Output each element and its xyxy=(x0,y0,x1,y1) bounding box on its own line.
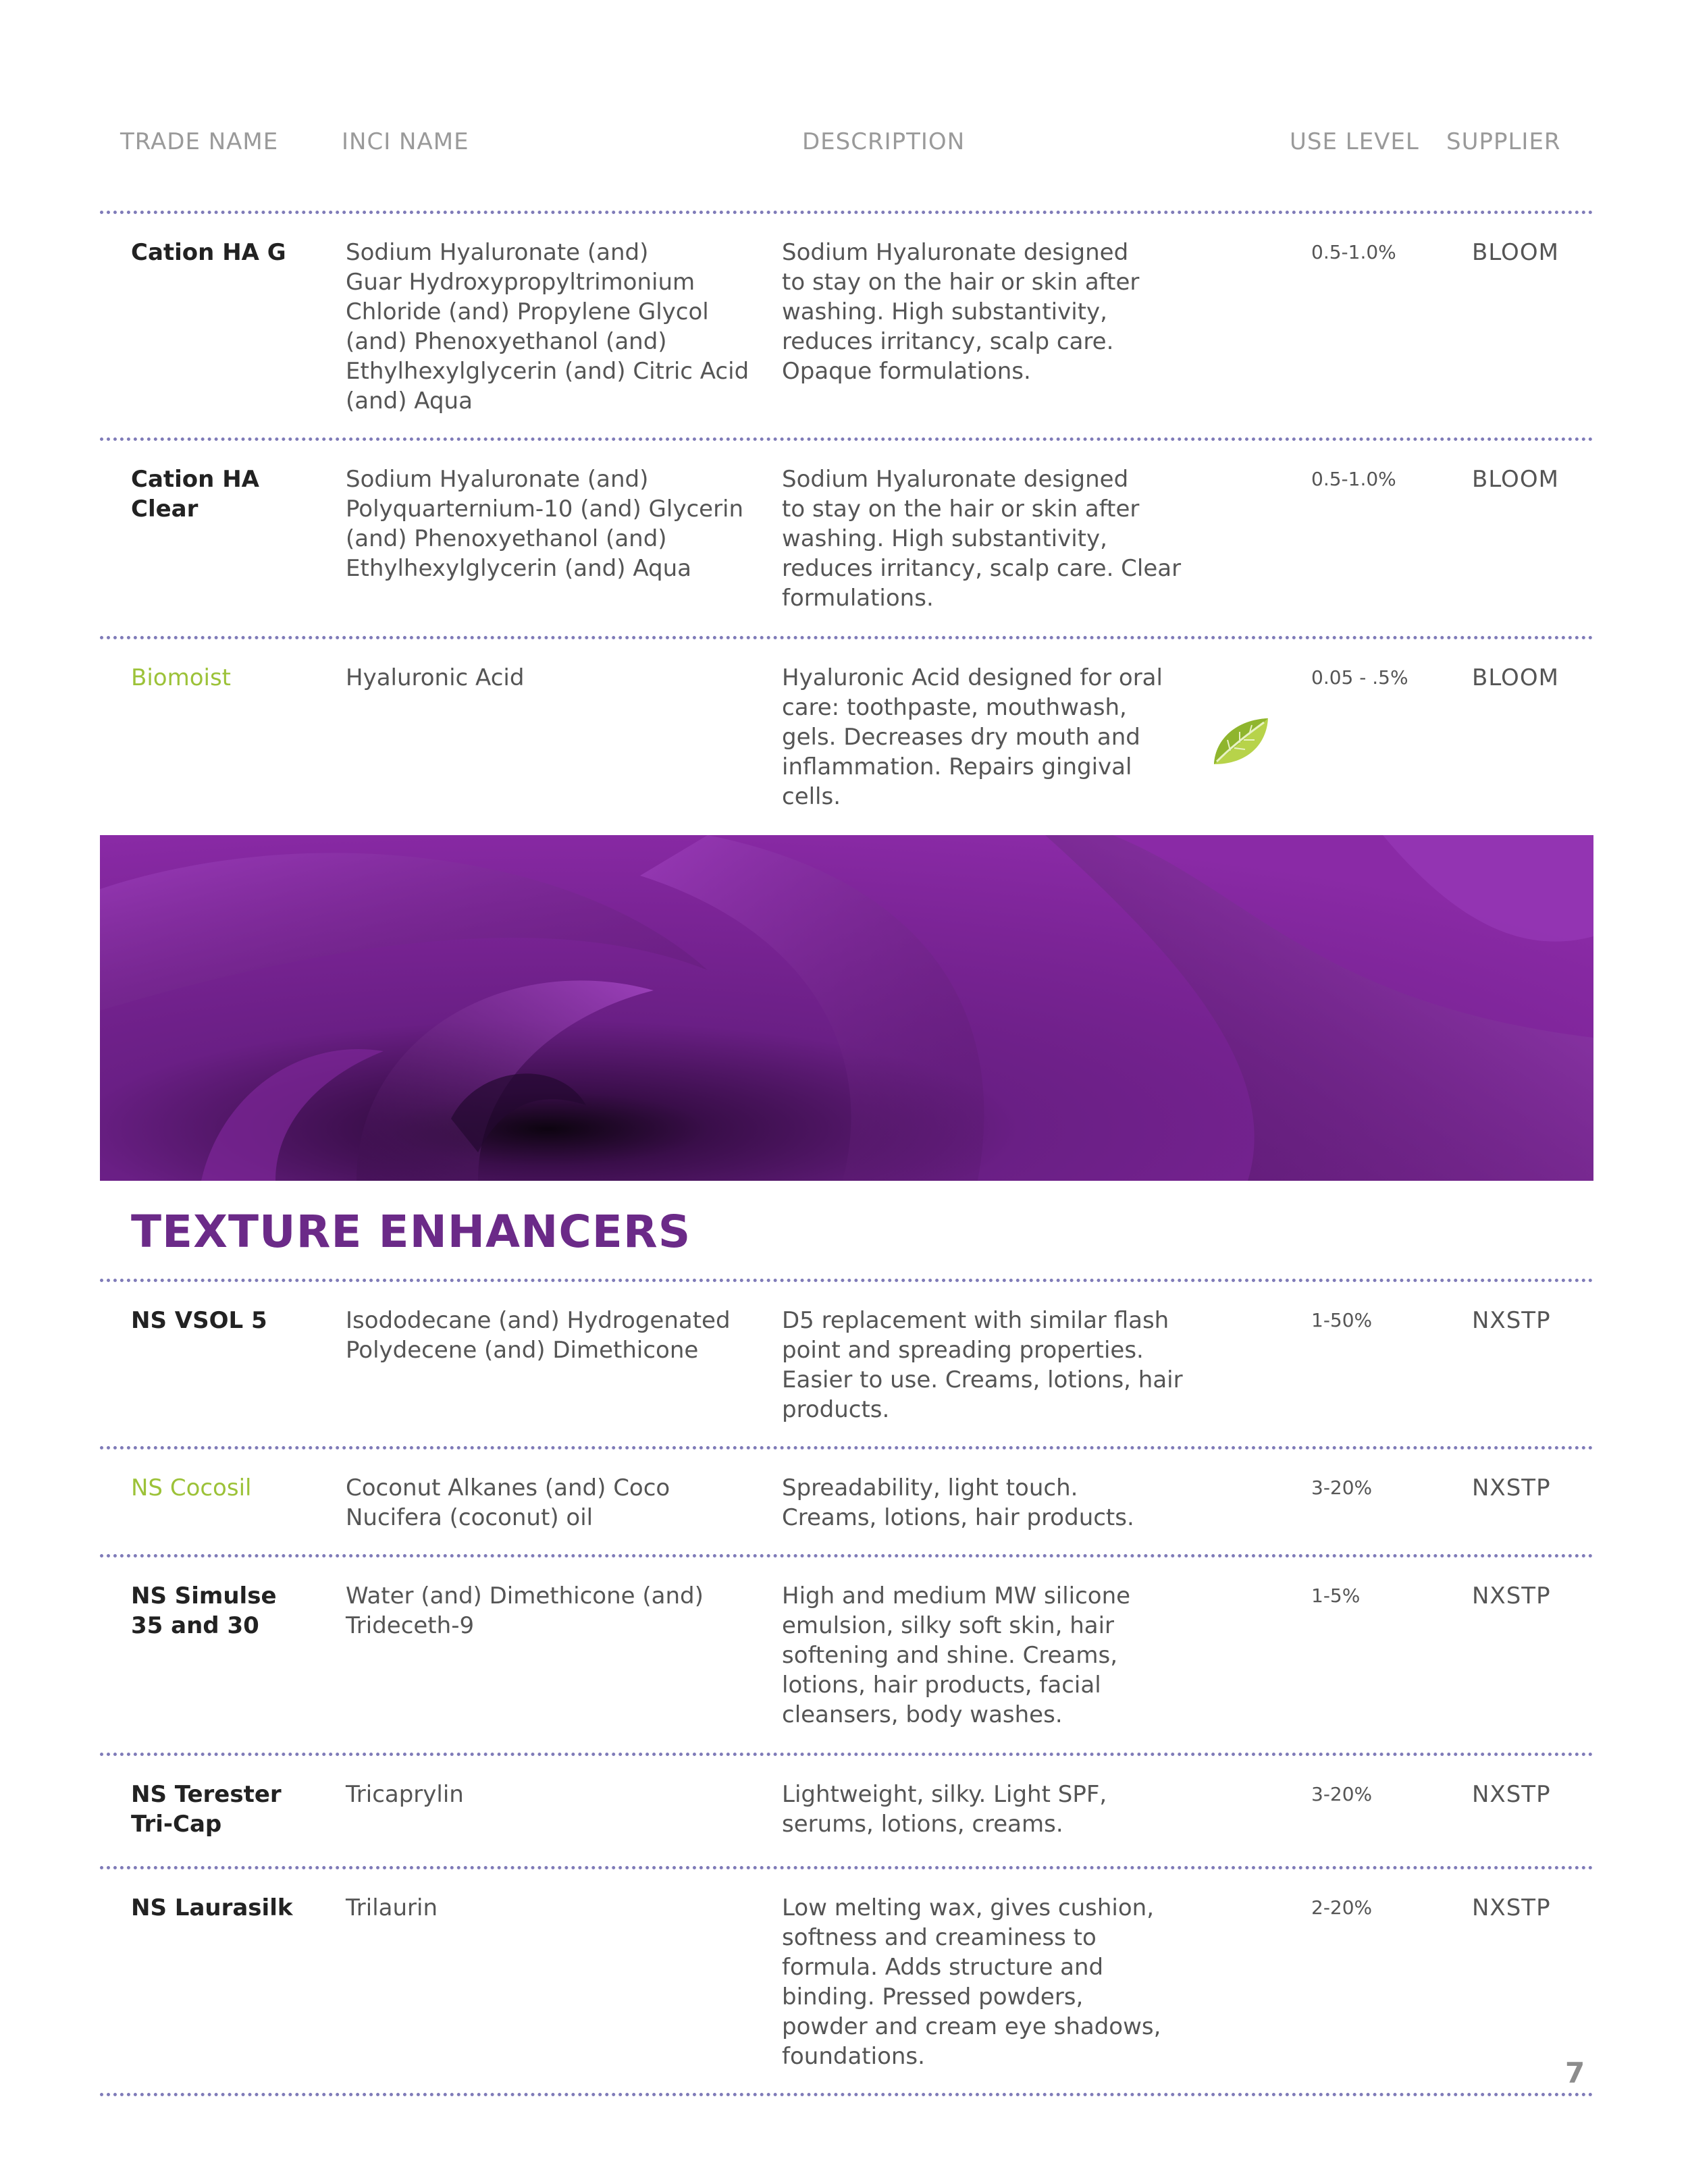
section-title: TEXTURE ENHANCERS xyxy=(131,1206,691,1258)
page-number: 7 xyxy=(1565,2056,1585,2089)
trade-name: Cation HA G xyxy=(131,239,286,266)
use-level: 0.05 - .5% xyxy=(1311,666,1408,689)
trade-name: Biomoist xyxy=(131,664,231,691)
trade-name: NS VSOL 5 xyxy=(131,1307,267,1334)
description: Sodium Hyaluronate designed to stay on the hair or skin after washing. High substantivity, reduces irritancy, scalp care. Clear formulations. xyxy=(782,466,1182,612)
inci-name: Coconut Alkanes (and) Coco Nucifera (coconut) oil xyxy=(346,1474,670,1531)
use-level: 0.5-1.0% xyxy=(1311,468,1396,490)
supplier: NXSTP xyxy=(1472,1582,1551,1609)
row-divider xyxy=(100,2093,1593,2096)
use-level: 3-20% xyxy=(1311,1476,1373,1499)
inci-name: Tricaprylin xyxy=(346,1781,464,1808)
header-trade-name: TRADE NAME xyxy=(120,128,279,155)
supplier: NXSTP xyxy=(1472,1307,1551,1334)
inci-name: Isododecane (and) Hydrogenated Polydecene (and) Dimethicone xyxy=(346,1307,731,1364)
rose-banner-image xyxy=(100,835,1593,1181)
row-divider xyxy=(100,1866,1593,1869)
row-divider xyxy=(100,1554,1593,1557)
supplier: BLOOM xyxy=(1472,664,1559,691)
leaf-icon xyxy=(1210,714,1271,768)
description: Low melting wax, gives cushion, softness and creaminess to formula. Adds structure and binding. Pressed powders, powder and cream eye shadows, foundations. xyxy=(782,1894,1161,2070)
row-divider xyxy=(100,636,1593,639)
header-use-level: USE LEVEL xyxy=(1290,128,1419,155)
row-divider xyxy=(100,437,1593,441)
trade-name: NS Laurasilk xyxy=(131,1894,293,1921)
row-divider xyxy=(100,1446,1593,1449)
supplier: NXSTP xyxy=(1472,1474,1551,1501)
trade-name: NS Cocosil xyxy=(131,1474,252,1501)
trade-name: NS Terester Tri-Cap xyxy=(131,1781,282,1838)
header-inci-name: INCI NAME xyxy=(342,128,469,155)
supplier: NXSTP xyxy=(1472,1894,1551,1921)
use-level: 2-20% xyxy=(1311,1896,1373,1919)
inci-name: Water (and) Dimethicone (and) Trideceth-9 xyxy=(346,1582,704,1639)
description: Sodium Hyaluronate designed to stay on the hair or skin after washing. High substantivity, reduces irritancy, scalp care. Opaque formulations. xyxy=(782,239,1140,385)
use-level: 3-20% xyxy=(1311,1783,1373,1805)
use-level: 1-5% xyxy=(1311,1584,1361,1607)
use-level: 0.5-1.0% xyxy=(1311,241,1396,263)
supplier: BLOOM xyxy=(1472,239,1559,266)
supplier: NXSTP xyxy=(1472,1781,1551,1808)
row-divider xyxy=(100,211,1593,214)
inci-name: Trilaurin xyxy=(346,1894,438,1921)
description: High and medium MW silicone emulsion, silky soft skin, hair softening and shine. Creams, lotions, hair products, facial cleansers, body washes. xyxy=(782,1582,1131,1728)
description: Spreadability, light touch. Creams, lotions, hair products. xyxy=(782,1474,1134,1531)
supplier: BLOOM xyxy=(1472,466,1559,493)
trade-name: Cation HA Clear xyxy=(131,466,259,523)
description: Lightweight, silky. Light SPF, serums, lotions, creams. xyxy=(782,1781,1107,1838)
header-description: DESCRIPTION xyxy=(802,128,966,155)
description: Hyaluronic Acid designed for oral care: toothpaste, mouthwash, gels. Decreases dry mouth and inflammation. Repairs gingival cells. xyxy=(782,664,1163,810)
row-divider xyxy=(100,1753,1593,1756)
trade-name: NS Simulse 35 and 30 xyxy=(131,1582,277,1639)
inci-name: Hyaluronic Acid xyxy=(346,664,525,691)
header-supplier: SUPPLIER xyxy=(1446,128,1561,155)
inci-name: Sodium Hyaluronate (and) Polyquarternium-10 (and) Glycerin (and) Phenoxyethanol (and) Ethylhexylglycerin (and) Aqua xyxy=(346,466,744,582)
description: D5 replacement with similar flash point and spreading properties. Easier to use. Creams, lotions, hair products. xyxy=(782,1307,1183,1423)
row-divider xyxy=(100,1279,1593,1282)
inci-name: Sodium Hyaluronate (and) Guar Hydroxypropyltrimonium Chloride (and) Propylene Glycol (and) Phenoxyethanol (and) Ethylhexylglycerin (and) Citric Acid (and) Aqua xyxy=(346,239,749,415)
use-level: 1-50% xyxy=(1311,1309,1373,1331)
